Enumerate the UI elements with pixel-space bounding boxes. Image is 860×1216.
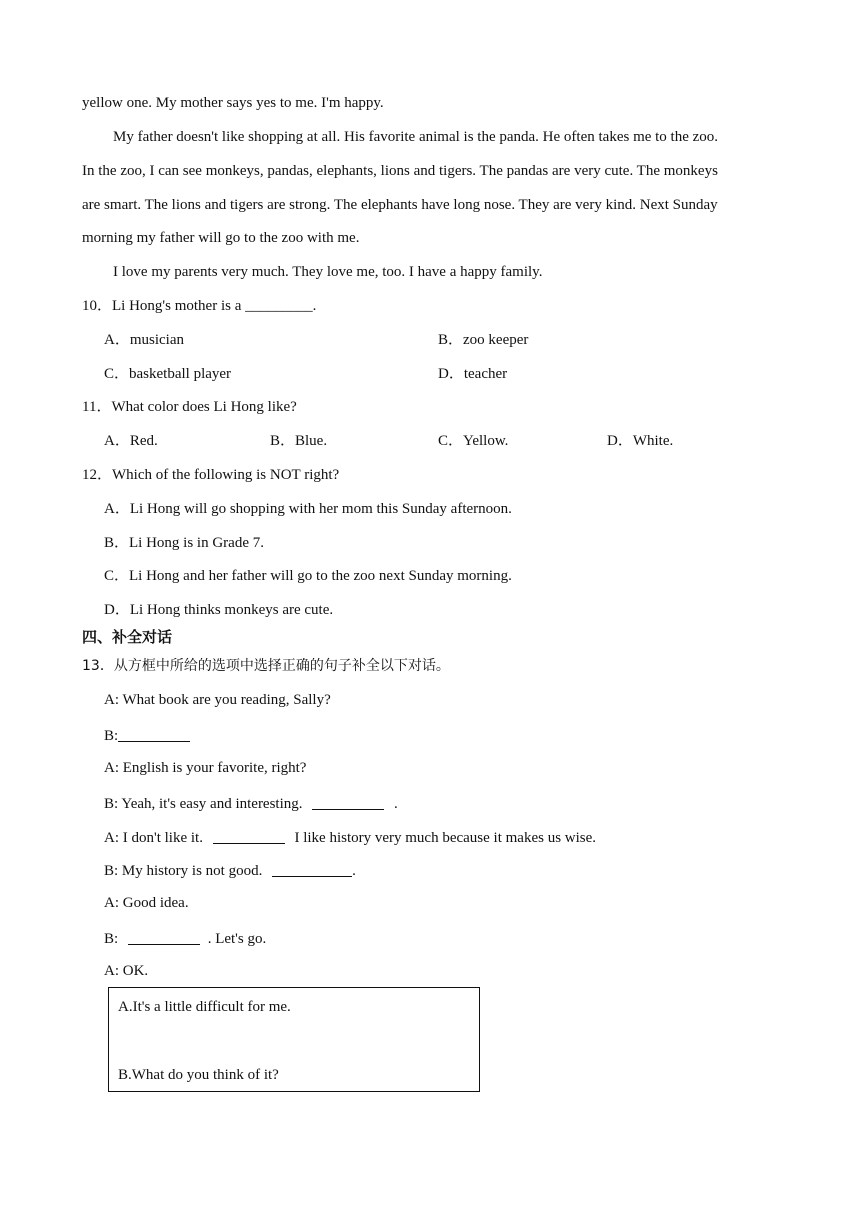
answer-blank[interactable] xyxy=(272,862,352,877)
question-10-stem: 10．Li Hong's mother is a _________. xyxy=(82,298,317,314)
passage-line: morning my father will go to the zoo with me. xyxy=(82,230,360,246)
section-heading: 四、补全对话 xyxy=(82,628,173,646)
dialogue-line xyxy=(104,862,356,879)
dialogue-line xyxy=(104,795,398,812)
q11-option-b: B．Blue. xyxy=(270,433,328,449)
q12-option-d: D．Li Hong thinks monkeys are cute. xyxy=(104,602,334,618)
box-option-a: A.It's a little difficult for me. xyxy=(118,999,291,1015)
dialogue-text: B: My history is not good. xyxy=(104,863,263,879)
passage-line: My father doesn't like shopping at all. His favorite animal is the panda. He often takes me to the zoo. xyxy=(113,129,719,145)
passage-line: In the zoo, I can see monkeys, pandas, elephants, lions and tigers. The pandas are very cute. The monkeys xyxy=(82,163,718,179)
question-13-stem: 13．从方框中所给的选项中选择正确的句子补全以下对话。 xyxy=(82,658,450,674)
box-option-b: B.What do you think of it? xyxy=(118,1067,279,1083)
passage-line: are smart. The lions and tigers are strong. The elephants have long nose. They are very kind. Next Sunday xyxy=(82,197,718,213)
dialogue-line: A: Good idea. xyxy=(104,895,189,911)
dialogue-speaker: B: xyxy=(104,931,119,947)
dialogue-line: A: English is your favorite, right? xyxy=(104,760,307,776)
dialogue-text: A: I don't like it. xyxy=(104,830,203,846)
dialogue-line xyxy=(104,829,596,846)
q10-option-c: C．basketball player xyxy=(104,366,232,382)
dialogue-text: . xyxy=(394,796,398,812)
q12-option-a: A．Li Hong will go shopping with her mom this Sunday afternoon. xyxy=(104,501,512,517)
dialogue-text: . xyxy=(352,863,356,879)
dialogue-line: A: What book are you reading, Sally? xyxy=(104,692,331,708)
passage-line: yellow one. My mother says yes to me. I'm happy. xyxy=(82,95,384,111)
q10-option-b: B．zoo keeper xyxy=(438,332,529,348)
answer-blank[interactable] xyxy=(118,727,190,742)
passage-line: I love my parents very much. They love me, too. I have a happy family. xyxy=(113,264,543,280)
q12-option-c: C．Li Hong and her father will go to the zoo next Sunday morning. xyxy=(104,568,512,584)
dialogue-text: I like history very much because it makes us wise. xyxy=(294,830,597,846)
answer-blank[interactable] xyxy=(128,930,200,945)
q12-option-b: B．Li Hong is in Grade 7. xyxy=(104,535,264,551)
answer-blank[interactable] xyxy=(213,829,285,844)
answer-blank[interactable] xyxy=(312,795,384,810)
dialogue-speaker: B: xyxy=(104,728,119,744)
question-12-stem: 12．Which of the following is NOT right? xyxy=(82,467,340,483)
q11-option-d: D．White. xyxy=(607,433,674,449)
q11-option-c: C．Yellow. xyxy=(438,433,509,449)
q11-option-a: A．Red. xyxy=(104,433,158,449)
q10-option-d: D．teacher xyxy=(438,366,508,382)
dialogue-line xyxy=(104,930,266,947)
dialogue-text: B: Yeah, it's easy and interesting. xyxy=(104,796,303,812)
dialogue-line xyxy=(104,727,190,744)
dialogue-line: A: OK. xyxy=(104,963,149,979)
options-box xyxy=(108,987,480,1092)
question-11-stem: 11．What color does Li Hong like? xyxy=(82,399,297,415)
dialogue-text: . Let's go. xyxy=(207,931,267,947)
q10-option-a: A．musician xyxy=(104,332,184,348)
